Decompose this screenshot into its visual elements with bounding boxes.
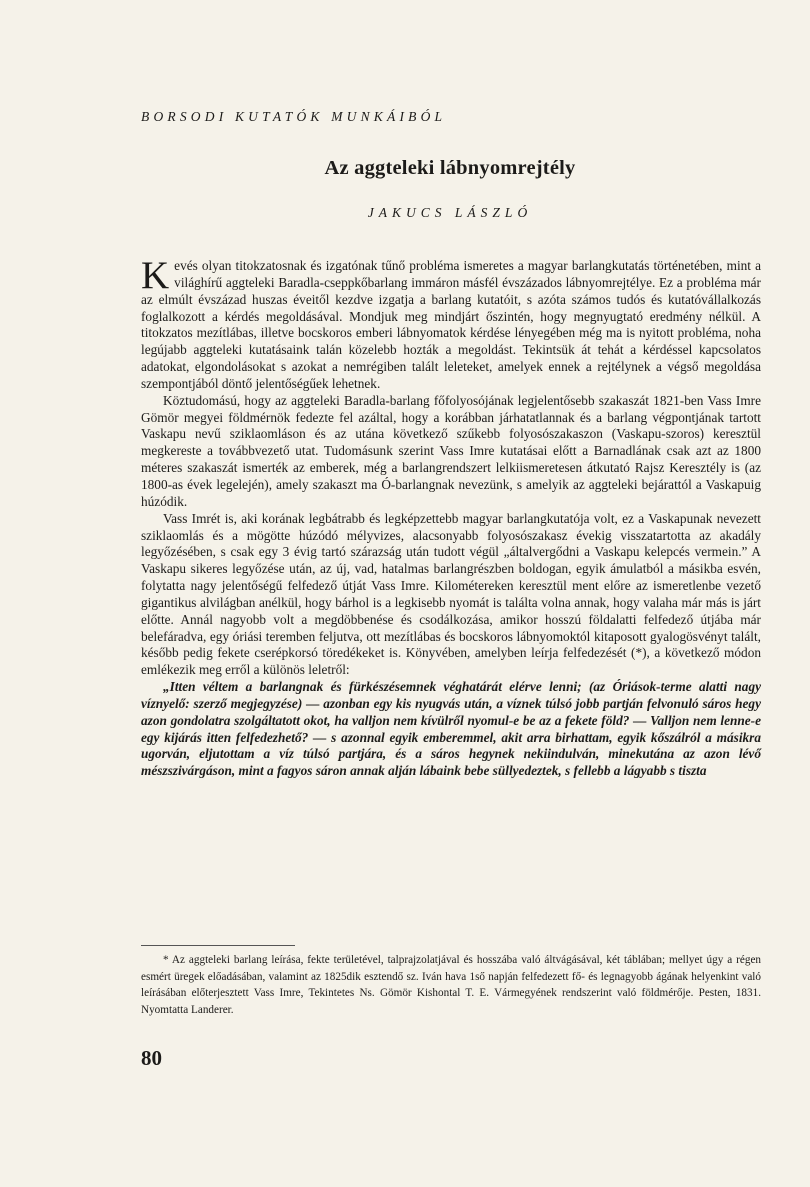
drop-cap: K xyxy=(141,254,170,297)
article-title: Az aggteleki lábnyomrejtély xyxy=(324,157,576,179)
paragraph: Vass Imrét is, aki korának legbátrabb és legképzettebb magyar barlangkutatója volt, ez a Vaskapunak nevezett sziklaomlás és a mögötte húzódó mélyvizes, alacsonyabb folyosószakasz évekig visszatartotta az akadály legyőzésében, s csak egy 3 évig tartó szárazság után tudott végül „általvergődni a Vaskapu kelepcés vermein.” A Vaskapu sikeres legyőzése után, az új, vad, hatalmas barlangrészben boldogan, egyik ámulatból a másikba esvén, folytatta nagy jelentőségű felfedező útját Vass Imre. Kilométereken keresztül ment előre az ismeretlenbe vezető gigantikus alvilágban anélkül, hogy bárhol is a legkisebb nyomát is találta volna annak, hogy valaha már más is járt előtte. Annál nagyobb volt a megdöbbenése és csodálkozása, amikor hosszú földalatti felfedező útjába már belefáradva, egy óriási teremben feljutva, ott mezítlábas és bocskoros lábnyomoktól kitaposott gyalogösvényt talált, később pedig fekete cserépkorsó töredékeket is. Könyvében, amelyben leírja felfedezését (*), a következő módon emlékezik meg erről a különös leletről: xyxy=(141,510,761,678)
page-number: 80 xyxy=(141,1046,162,1070)
paragraph xyxy=(141,254,761,393)
author-name: JAKUCS LÁSZLÓ xyxy=(367,205,533,220)
footnote-text: * Az aggteleki barlang leírása, fekte területével, talprajzolatjával és hosszába való áltvágásával, két táblában; mellyet úgy a régen esmért üregek előadásában, valamint az 1825dik esztendő sz. Iván hava 1ső napján felfedezett fő- és legnagyobb ágának helyenkint való leírásában előterjesztett Vass Imre, Tekintetes Ns. Gömör Kishontal T. E. Vármegyének rendszerint való földmérője. Pesten, 1831. Nyomtatta Landerer. xyxy=(141,954,761,1016)
section-header: BORSODI KUTATÓK MUNKÁIBÓL xyxy=(141,109,447,124)
paragraph-text: evés olyan titokzatosnak és izgatónak tűnő probléma ismeretes a magyar barlangkutatás történetében, mint a világhírű aggteleki Baradla-cseppkőbarlang immáron másfél évszázados lábnyomrejtélye. Ez a probléma már az elmúlt évszázad huszas éveitől kezdve izgatja a barlang kutatóit, s azóta számos tudós és kutatóvállalkozás foglalkozott a kérdés megoldásával. Mondjuk meg mindjárt őszintén, hogy megnyugtató eredmény nélkül. A titokzatos mezítlábas, illetve bocskoros emberi lábnyomatok kérdése lényegében még ma is nyitott probléma, noha legújabb aggteleki kutatásaink talán közelebb hozták a megoldást. Tekintsük át tehát a kérdéssel kapcsolatos adatokat, elgondolásokat s azokat a nemrégiben talált leleteket, amelyek ennek a rejtélynek a végső megoldása szempontjából döntő jelentőségűek lehetnek. xyxy=(141,258,761,391)
article-body xyxy=(141,254,761,780)
footnote xyxy=(141,952,761,1018)
paragraph: Köztudomású, hogy az aggteleki Baradla-barlang főfolyosójának legjelentősebb szakaszát 1821-ben Vass Imre Gömör megyei földmérnök fedezte fel azáltal, hogy a korábban járhatatlannak és a barlang végpontjának tartott Vaskapu nevű sziklaomláson és az utána következő szűkebb folyosószakaszon (Vaskapu-szoros) keresztül megkereste a továbbvezető utat. Tudomásunk szerint Vass Imre kutatásai előtt a Barnadlának csak azt az 1800 méteres szakaszát ismerték az emberek, még a barlangrendszert lelkiismeretesen átkutató Rajsz Keresztély is (az 1800-as évek legelején), amely szakaszt ma Ó-barlangnak nevezünk, s amelyik az aggteleki bejárattól a Vaskapuig húzódik. xyxy=(141,392,761,509)
quotation-paragraph: „Itten véltem a barlangnak és fürkészésemnek véghatárát elérve lenni; (az Óriások-terme alatti nagy víznyelő: szerző megjegyzése) — azonban egy kis nyugvás után, a víznek túlsó jobb partján felvonuló sáros hegy azon gondolatra szolgáltatott okot, ha valljon nem kívülről nyomul-e be az a fekete föld? — Valljon nem lenne-e egy kijárás itten felfedezhető? — s azonnal egyik emberemmel, akit arra birhattam, egyik kőszálról a másikra ugorván, eljutottam a víz túlsó partjára, és a sáros hegynek nekiindulván, minekutána az azon lévő mészszivárgáson, mint a fagyos sáron annak alján lábaink bebe süllyedeztek, s fellebb a lágyabb s tiszta xyxy=(141,679,761,779)
footnote-divider xyxy=(141,945,295,946)
